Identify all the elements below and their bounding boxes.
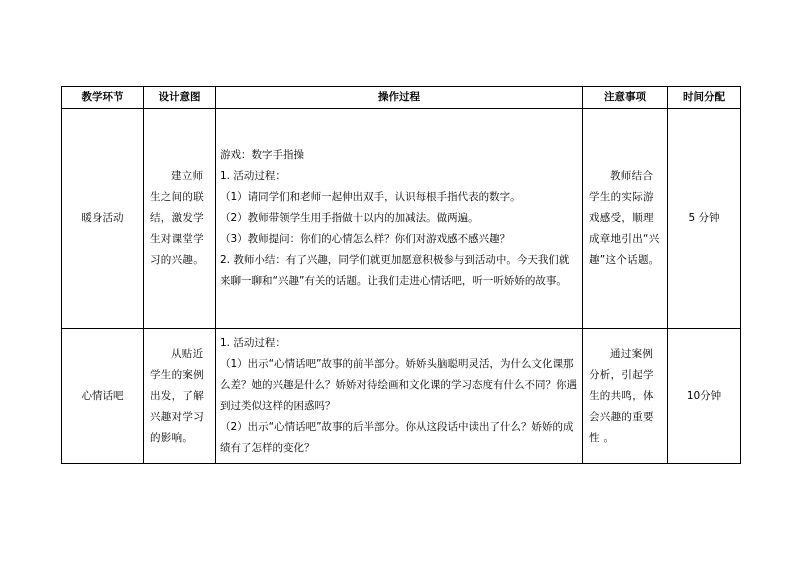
header-process: 操作过程 <box>216 87 583 109</box>
header-intent: 设计意图 <box>144 87 216 109</box>
process-line: （1）出示“心情话吧”故事的前半部分。娇娇头脑聪明灵活，为什么文化课那么差？她的兴趣是什么？娇娇对待绘画和文化课的学习态度有什么不同？你遇到过类似这样的困惑吗？ <box>220 358 577 412</box>
process-line: （2）出示“心情话吧”故事的后半部分。你从这段话中读出了什么？娇娇的成绩有了怎样的变化？ <box>220 421 574 454</box>
process-line: 1. 活动过程： <box>220 337 286 349</box>
notes-text: 通过案例分析，引起学生的共鸣，体会兴趣的重要性 。 <box>589 347 654 444</box>
intent-text: 建立师生之间的联结，激发学生对课堂学习的兴趣。 <box>150 170 204 266</box>
process-cell <box>216 109 583 329</box>
stage-cell: 暖身活动 <box>62 109 144 329</box>
process-line: （2）教师带领学生用手指做十以内的加减法。做两遍。 <box>220 212 479 224</box>
process-line: 1. 活动过程： <box>220 170 286 182</box>
intent-cell <box>144 329 216 464</box>
header-notes: 注意事项 <box>583 87 668 109</box>
table-row <box>62 109 741 329</box>
process-line: （1）请同学们和老师一起伸出双手，认识每根手指代表的数字。 <box>220 191 521 203</box>
time-cell: 5 分钟 <box>668 109 741 329</box>
process-line: （3）教师提问：你们的心情怎么样？你们对游戏感不感兴趣？ <box>220 233 511 245</box>
header-stage: 教学环节 <box>62 87 144 109</box>
time-cell: 10分钟 <box>668 329 741 464</box>
process-line: 2. 教师小结：有了兴趣，同学们就更加愿意积极参与到活动中。今天我们就来聊一聊和“兴趣”有关的话题。让我们走进心情话吧，听一听娇娇的故事。 <box>220 254 570 287</box>
notes-text: 教师结合学生的实际游戏感受，顺理成章地引出“兴趣”这个话题。 <box>589 170 660 266</box>
table-row <box>62 329 741 464</box>
intent-text: 从贴近学生的案例出发，了解兴趣对学习的影响。 <box>150 347 204 444</box>
table-header-row <box>62 87 741 109</box>
process-line: 游戏：数字手指操 <box>220 149 304 161</box>
notes-cell <box>583 109 668 329</box>
stage-cell: 心情话吧 <box>62 329 144 464</box>
header-time: 时间分配 <box>668 87 741 109</box>
lesson-plan-table <box>61 86 741 464</box>
process-cell <box>216 329 583 464</box>
notes-cell <box>583 329 668 464</box>
intent-cell <box>144 109 216 329</box>
